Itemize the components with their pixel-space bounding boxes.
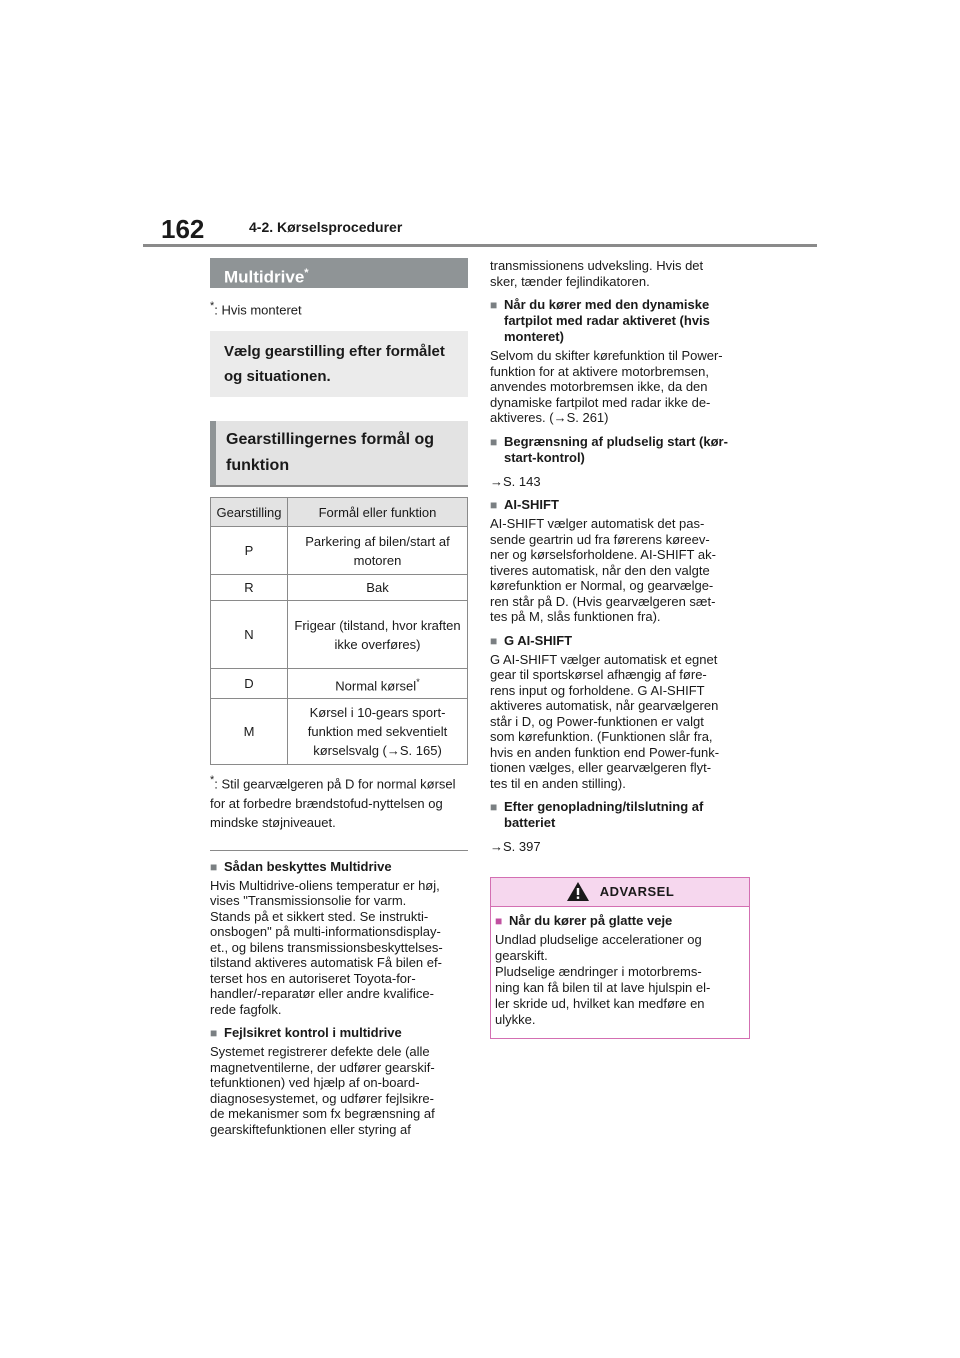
table-row [211, 669, 468, 699]
info-item-heading [210, 1025, 468, 1041]
page-reference[interactable]: →S. 397 [490, 839, 541, 854]
table-row [211, 527, 468, 575]
gear-function-text: Parkering af bilen/start af motoren [305, 533, 450, 568]
gear-position: N [211, 601, 288, 669]
gear-function-text: Bak [366, 580, 389, 596]
table-row [211, 699, 468, 765]
info-item-body: Hvis Multidrive-oliens temperatur er høj, vises "Transmissionsolie for varm. Stands på et sikkert sted. Se instrukti- onsbogen" på multi-informationsdisplay- et., og bilens transmissionsbeskyttelses- tilstand aktiveres automatisk Få bilen ef- terset hos en autoriseret Toyota-for- handler/-reparatør eller andre kvalifice- rede fagfolk. [210, 877, 443, 1017]
square-bullet-icon: ■ [495, 913, 503, 928]
gear-function [288, 601, 468, 669]
info-item-heading [490, 497, 752, 513]
gear-function-footnote-mark: * [416, 676, 420, 687]
section-title [210, 258, 468, 288]
info-item-body: Systemet registrerer defekte dele (alle magnetventilerne, der udfører gearskif- tefunktionen) ved hjælp af on-board- diagnosesystemet, og udfører fejlsikre- de mekanismer som fx begrænsning af gearskiftefunktionen eller styring af [210, 1044, 435, 1137]
square-bullet-icon: ■ [490, 298, 498, 312]
square-bullet-icon: ■ [210, 859, 218, 874]
table-footnote-star: * [210, 774, 215, 787]
subheading [210, 421, 468, 487]
gear-function [288, 527, 468, 575]
footnote-star: * [210, 300, 215, 312]
warning-header [491, 878, 749, 907]
warning-triangle-icon [566, 881, 590, 902]
info-item-body: AI-SHIFT vælger automatisk det pas- sende geartrin ud fra førerens køreev- ner og kørselsforholdene. AI-SHIFT ak- tiveres automatisk, når den den valgte kørefunktion er Normal, og gearvælge- ren står på D. (Hvis gearvælgeren sæt- tes på M, slås funktionen fra). [490, 516, 716, 624]
warning-text: Undlad pludselige accelerationer og gearskift. Pludselige ændringer i motorbrems- ning kan få bilen til at lave hjulspin el- ler skride ud, hvilket kan medføre en ulykke. [495, 931, 711, 1027]
info-item [490, 434, 752, 490]
warning-label: ADVARSEL [599, 884, 675, 899]
info-item-heading [490, 434, 752, 466]
section-title-text: Multidrive [224, 267, 305, 287]
gear-function-text: Kørsel i 10-gears sport-funktion med sekventielt kørselsvalg (→S. 165) [307, 705, 448, 759]
intro-box: Vælg gearstilling efter formålet og situationen. [210, 331, 468, 397]
info-item-title: Fejlsikret kontrol i multidrive [224, 1025, 402, 1041]
square-bullet-icon: ■ [490, 633, 498, 648]
gear-function-text: Frigear (tilstand, hvor kraften ikke overføres) [294, 617, 461, 652]
gear-function [288, 699, 468, 765]
column-header-function: Formål eller funktion [288, 498, 468, 527]
info-item [490, 633, 752, 792]
info-item-title: Sådan beskyttes Multidrive [224, 858, 392, 874]
info-item-title: Efter genopladning/tilslutning af batteriet [504, 799, 704, 830]
page-number: 162 [161, 214, 205, 244]
info-item-title: Når du kører med den dynamiske fartpilot med radar aktiveret (hvis monteret) [504, 297, 710, 344]
info-item-body: G AI-SHIFT vælger automatisk et egnet gear til sportskørsel afhængig af føre- rens input og forholdene. G AI-SHIFT aktiveres automatisk, når gearvælgeren står i D, og Power-funktionen er valgt som kørefunktion. (Funktionen slår fra, hvis en anden funktion end Power-funk- tionen vælges, eller gearvælgeren flyt- tes til en anden stilling). [490, 651, 720, 791]
table-footnote [210, 771, 468, 831]
continued-text: transmissionens udveksling. Hvis det sker, tænder fejlindikatoren. [490, 258, 704, 289]
info-item-title: Begrænsning af pludselig start (kør-start-kontrol) [504, 433, 728, 465]
info-item-title: AI-SHIFT [504, 497, 559, 512]
info-item [210, 1025, 468, 1137]
gear-function [288, 669, 468, 699]
square-bullet-icon: ■ [490, 800, 498, 814]
square-bullet-icon: ■ [490, 498, 498, 512]
info-item [490, 799, 752, 855]
gear-function-text: Normal kørsel [335, 677, 417, 693]
info-item-body: Selvom du skifter kørefunktion til Power- funktion for at aktivere motorbremsen, anvendes motorbremsen ikke, da den dynamiske fartpilot med radar ikke de- aktiveres. (→S. 261) [490, 348, 723, 425]
gear-function [288, 575, 468, 601]
square-bullet-icon: ■ [210, 1026, 218, 1041]
gear-position: R [211, 575, 288, 601]
left-column [210, 258, 468, 1137]
title-footnote-mark: * [304, 267, 309, 279]
info-item [490, 497, 752, 625]
gear-position: P [211, 527, 288, 575]
info-item-heading [490, 633, 752, 649]
subheading-text: Gearstillingernes formål og funktion [226, 431, 435, 475]
square-bullet-icon: ■ [490, 434, 498, 449]
page-reference[interactable]: →S. 143 [490, 473, 541, 489]
info-item-heading [490, 799, 752, 831]
footnote-text: : Hvis monteret [214, 302, 302, 318]
section-divider [210, 850, 468, 851]
info-item [490, 297, 752, 426]
table-row [211, 601, 468, 669]
info-item-title: G AI-SHIFT [504, 632, 573, 648]
warning-item-title: Når du kører på glatte veje [509, 912, 673, 928]
info-item-heading [490, 297, 752, 345]
warning-item-heading [495, 913, 745, 929]
footnote-installed [210, 300, 468, 317]
right-column [490, 258, 752, 1039]
table-header-row [211, 498, 468, 527]
table-row [211, 575, 468, 601]
table-footnote-text: : Stil gearvælgeren på D for normal kørsel for at forbedre brændstofud-nyttelsen og mindske støjniveauet. [210, 776, 456, 830]
section-reference: 4-2. Kørselsprocedurer [249, 219, 403, 235]
info-item [210, 859, 468, 1018]
info-item-heading [210, 859, 468, 875]
warning-box [490, 877, 750, 1039]
gear-position: D [211, 669, 288, 699]
warning-body [491, 907, 749, 1038]
gear-position: M [211, 699, 288, 765]
header-rule [143, 244, 817, 247]
gear-table [210, 497, 468, 765]
column-header-position: Gearstilling [211, 498, 288, 527]
